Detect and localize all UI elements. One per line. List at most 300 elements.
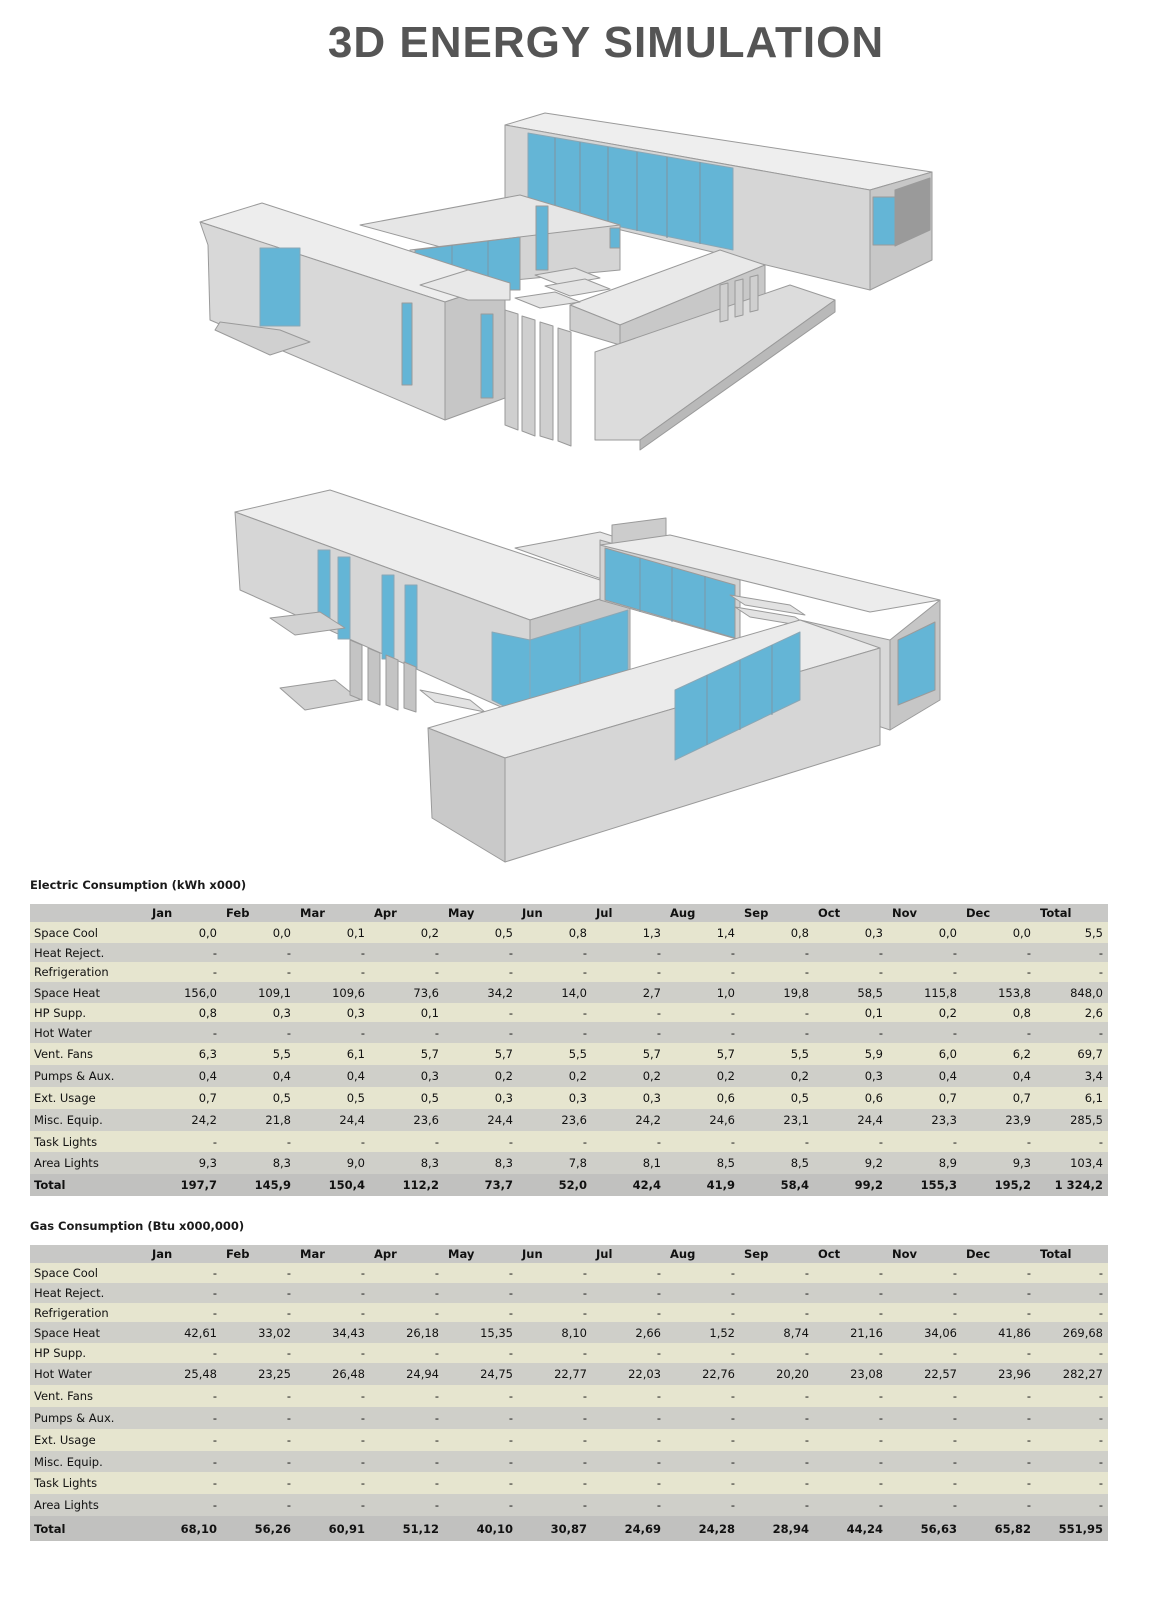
table-cell: 8,10 bbox=[561, 1325, 587, 1340]
table-row bbox=[30, 1022, 1108, 1043]
table-cell: 24,28 bbox=[698, 1521, 735, 1536]
table-cell: - bbox=[878, 945, 883, 960]
table-cell: - bbox=[582, 1005, 587, 1020]
table-cell: 551,95 bbox=[1058, 1521, 1103, 1536]
table-cell: - bbox=[952, 1286, 957, 1300]
table-cell: 0,2 bbox=[568, 1069, 587, 1083]
table-cell: - bbox=[878, 1498, 883, 1512]
table-cell: 150,4 bbox=[328, 1178, 365, 1192]
table-cell: 0,4 bbox=[346, 1069, 365, 1083]
table-cell: - bbox=[1098, 1389, 1103, 1403]
table-cell: - bbox=[730, 1005, 735, 1020]
table-cell: 8,3 bbox=[272, 1156, 291, 1170]
table-cell: - bbox=[952, 1346, 957, 1360]
table-row bbox=[30, 962, 1108, 982]
column-header: Aug bbox=[666, 1245, 740, 1263]
table-cell: 58,4 bbox=[780, 1178, 809, 1192]
table-cell: - bbox=[804, 945, 809, 960]
table-cell: - bbox=[730, 945, 735, 960]
table-cell: - bbox=[360, 965, 365, 979]
table-row bbox=[30, 1516, 1108, 1541]
column-header: Oct bbox=[814, 1245, 888, 1263]
table-cell: 2,66 bbox=[635, 1325, 661, 1340]
table-cell: 195,2 bbox=[994, 1178, 1031, 1192]
table-cell: - bbox=[878, 965, 883, 979]
table-row bbox=[30, 1343, 1108, 1363]
table-cell: - bbox=[212, 1476, 217, 1490]
column-header: May bbox=[444, 904, 518, 922]
table-cell: 6,3 bbox=[198, 1047, 217, 1061]
column-header: Total bbox=[1036, 904, 1108, 922]
table-cell: 156,0 bbox=[184, 985, 217, 1000]
table-cell: - bbox=[952, 945, 957, 960]
table-cell: 99,2 bbox=[854, 1178, 883, 1192]
table-cell: - bbox=[804, 1134, 809, 1149]
table-cell: - bbox=[1026, 1476, 1031, 1490]
gas-consumption-table bbox=[30, 1245, 1108, 1541]
table-cell: - bbox=[286, 1411, 291, 1425]
table-cell: 0,0 bbox=[1012, 925, 1031, 940]
table-cell: - bbox=[1098, 1411, 1103, 1425]
table-cell: 41,9 bbox=[706, 1178, 735, 1192]
table-cell: 0,3 bbox=[864, 925, 883, 940]
column-header: Mar bbox=[296, 904, 370, 922]
table-cell: - bbox=[952, 1305, 957, 1320]
row-label: Total bbox=[34, 1178, 66, 1192]
table-cell: - bbox=[804, 1433, 809, 1447]
table-cell: 9,0 bbox=[346, 1156, 365, 1170]
table-cell: 0,3 bbox=[346, 1005, 365, 1020]
table-cell: 28,94 bbox=[772, 1521, 809, 1536]
table-cell: - bbox=[286, 945, 291, 960]
table-cell: 0,3 bbox=[864, 1069, 883, 1083]
row-label: Hot Water bbox=[34, 1025, 92, 1040]
table-cell: - bbox=[286, 1498, 291, 1512]
table-cell: 52,0 bbox=[558, 1178, 587, 1192]
table-cell: - bbox=[286, 1454, 291, 1469]
table-cell: 26,48 bbox=[332, 1367, 365, 1381]
table-cell: - bbox=[582, 1305, 587, 1320]
table-cell: - bbox=[212, 1346, 217, 1360]
table-cell: 34,2 bbox=[487, 985, 513, 1000]
row-label: Space Cool bbox=[34, 925, 98, 940]
table-cell: 0,5 bbox=[790, 1091, 809, 1105]
table-cell: - bbox=[434, 1346, 439, 1360]
table-cell: - bbox=[434, 1454, 439, 1469]
table-cell: 6,0 bbox=[938, 1047, 957, 1061]
table-cell: - bbox=[286, 965, 291, 979]
table-cell: - bbox=[656, 1411, 661, 1425]
table-cell: 24,4 bbox=[339, 1113, 365, 1127]
table-cell: 0,0 bbox=[272, 925, 291, 940]
table-cell: 0,2 bbox=[790, 1069, 809, 1083]
row-label: Ext. Usage bbox=[34, 1433, 96, 1447]
table-cell: 0,1 bbox=[420, 1005, 439, 1020]
table-cell: 15,35 bbox=[480, 1325, 513, 1340]
table-cell: 73,7 bbox=[484, 1178, 513, 1192]
table-cell: - bbox=[360, 1134, 365, 1149]
column-header: Apr bbox=[370, 904, 444, 922]
table-cell: - bbox=[730, 965, 735, 979]
table-cell: - bbox=[212, 1411, 217, 1425]
table-cell: - bbox=[508, 1266, 513, 1280]
table-cell: - bbox=[730, 1266, 735, 1280]
table-cell: 0,6 bbox=[716, 1091, 735, 1105]
table-cell: - bbox=[1098, 1346, 1103, 1360]
table-cell: - bbox=[360, 1433, 365, 1447]
table-cell: - bbox=[360, 1025, 365, 1040]
table-cell: 26,18 bbox=[406, 1325, 439, 1340]
row-label: Task Lights bbox=[34, 1476, 98, 1490]
table-cell: - bbox=[212, 1454, 217, 1469]
table-cell: 6,2 bbox=[1012, 1047, 1031, 1061]
table-cell: 112,2 bbox=[402, 1178, 439, 1192]
table-cell: 109,1 bbox=[258, 985, 291, 1000]
table-cell: 0,1 bbox=[864, 1005, 883, 1020]
table-cell: 285,5 bbox=[1070, 1113, 1103, 1127]
table-cell: - bbox=[878, 1389, 883, 1403]
table-cell: 8,9 bbox=[938, 1156, 957, 1170]
column-header: Nov bbox=[888, 1245, 962, 1263]
table-cell: 5,5 bbox=[790, 1047, 809, 1061]
table-cell: - bbox=[656, 1305, 661, 1320]
table-cell: 9,2 bbox=[864, 1156, 883, 1170]
table-cell: 5,7 bbox=[494, 1047, 513, 1061]
table-cell: - bbox=[1026, 965, 1031, 979]
table-cell: 22,57 bbox=[924, 1367, 957, 1381]
table-cell: 33,02 bbox=[258, 1325, 291, 1340]
table-cell: 9,3 bbox=[1012, 1156, 1031, 1170]
table-cell: 22,76 bbox=[702, 1367, 735, 1381]
column-header: Dec bbox=[962, 904, 1036, 922]
table-cell: - bbox=[656, 1498, 661, 1512]
table-cell: - bbox=[212, 1134, 217, 1149]
table-cell: 0,4 bbox=[272, 1069, 291, 1083]
column-header: Feb bbox=[222, 1245, 296, 1263]
table-cell: - bbox=[434, 1134, 439, 1149]
table-cell: 69,7 bbox=[1077, 1047, 1103, 1061]
table-cell: - bbox=[434, 1266, 439, 1280]
table-cell: - bbox=[212, 1286, 217, 1300]
table-cell: - bbox=[508, 1134, 513, 1149]
column-header: Jul bbox=[592, 904, 666, 922]
table-cell: 0,2 bbox=[642, 1069, 661, 1083]
table-cell: - bbox=[878, 1286, 883, 1300]
table-cell: 0,7 bbox=[1012, 1091, 1031, 1105]
table-cell: 0,8 bbox=[198, 1005, 217, 1020]
table-row bbox=[30, 1451, 1108, 1472]
table-cell: 34,43 bbox=[332, 1325, 365, 1340]
table-cell: - bbox=[508, 1476, 513, 1490]
table-cell: - bbox=[1098, 945, 1103, 960]
table-cell: - bbox=[212, 1389, 217, 1403]
table-cell: 0,0 bbox=[198, 925, 217, 940]
table-cell: - bbox=[1098, 1305, 1103, 1320]
table-cell: 848,0 bbox=[1070, 985, 1103, 1000]
table-cell: 5,7 bbox=[642, 1047, 661, 1061]
table-cell: - bbox=[508, 1346, 513, 1360]
table-cell: 5,5 bbox=[272, 1047, 291, 1061]
table-cell: - bbox=[1026, 1454, 1031, 1469]
table-cell: 103,4 bbox=[1070, 1156, 1103, 1170]
table-cell: 3,4 bbox=[1084, 1069, 1103, 1083]
table-cell: - bbox=[212, 1266, 217, 1280]
table-cell: 0,7 bbox=[938, 1091, 957, 1105]
table-cell: 0,5 bbox=[346, 1091, 365, 1105]
table-cell: - bbox=[508, 1498, 513, 1512]
table-cell: 145,9 bbox=[254, 1178, 291, 1192]
row-label: Task Lights bbox=[34, 1134, 98, 1149]
table-cell: 1,52 bbox=[709, 1325, 735, 1340]
table-cell: - bbox=[286, 1286, 291, 1300]
table-cell: - bbox=[804, 1476, 809, 1490]
column-header: Jul bbox=[592, 1245, 666, 1263]
table-row bbox=[30, 982, 1108, 1003]
table-cell: - bbox=[582, 1389, 587, 1403]
table-cell: 5,5 bbox=[1084, 925, 1103, 940]
row-label: Refrigeration bbox=[34, 1305, 109, 1320]
table-cell: - bbox=[360, 945, 365, 960]
table-cell: 24,94 bbox=[406, 1367, 439, 1381]
table-row bbox=[30, 1407, 1108, 1429]
table-cell: - bbox=[212, 1305, 217, 1320]
table-cell: 0,3 bbox=[568, 1091, 587, 1105]
table-row bbox=[30, 1131, 1108, 1152]
table-cell: - bbox=[878, 1025, 883, 1040]
table-header-row bbox=[30, 1245, 1108, 1263]
column-header bbox=[30, 904, 148, 922]
table-cell: 0,4 bbox=[198, 1069, 217, 1083]
table-cell: - bbox=[804, 1025, 809, 1040]
table-cell: - bbox=[878, 1346, 883, 1360]
table-cell: - bbox=[952, 1389, 957, 1403]
column-header: Aug bbox=[666, 904, 740, 922]
table-cell: 282,27 bbox=[1062, 1367, 1103, 1381]
table-cell: 7,8 bbox=[568, 1156, 587, 1170]
table-cell: 0,8 bbox=[1012, 1005, 1031, 1020]
table-cell: - bbox=[730, 1454, 735, 1469]
table-cell: 0,4 bbox=[1012, 1069, 1031, 1083]
table-cell: - bbox=[360, 1476, 365, 1490]
table-cell: 65,82 bbox=[994, 1521, 1031, 1536]
table-cell: - bbox=[656, 1005, 661, 1020]
table-cell: - bbox=[952, 1025, 957, 1040]
table-cell: - bbox=[804, 1286, 809, 1300]
table-cell: 9,3 bbox=[198, 1156, 217, 1170]
table-cell: 42,61 bbox=[184, 1325, 217, 1340]
table-cell: 24,6 bbox=[709, 1113, 735, 1127]
table-cell: - bbox=[286, 1346, 291, 1360]
table-cell: 0,5 bbox=[494, 925, 513, 940]
table-cell: 2,6 bbox=[1084, 1005, 1103, 1020]
table-cell: - bbox=[508, 1411, 513, 1425]
table-row bbox=[30, 1429, 1108, 1451]
table-cell: - bbox=[1026, 1266, 1031, 1280]
page-title: 3D ENERGY SIMULATION bbox=[327, 18, 885, 67]
table-cell: - bbox=[360, 1411, 365, 1425]
table-cell: 24,75 bbox=[480, 1367, 513, 1381]
column-header: Apr bbox=[370, 1245, 444, 1263]
table-cell: - bbox=[286, 1266, 291, 1280]
table-cell: - bbox=[878, 1411, 883, 1425]
table-cell: 14,0 bbox=[561, 985, 587, 1000]
table-cell: 0,8 bbox=[790, 925, 809, 940]
table-cell: - bbox=[212, 1025, 217, 1040]
row-label: Space Cool bbox=[34, 1266, 98, 1280]
table-cell: 24,2 bbox=[191, 1113, 217, 1127]
table-cell: - bbox=[730, 1433, 735, 1447]
table-cell: - bbox=[730, 1476, 735, 1490]
table-cell: - bbox=[360, 1498, 365, 1512]
table-cell: 22,03 bbox=[628, 1367, 661, 1381]
table-cell: - bbox=[508, 1305, 513, 1320]
table-cell: 153,8 bbox=[998, 985, 1031, 1000]
table-cell: - bbox=[656, 1346, 661, 1360]
table-cell: - bbox=[1026, 1433, 1031, 1447]
column-header bbox=[30, 1245, 148, 1263]
table-cell: - bbox=[878, 1433, 883, 1447]
table-cell: 0,3 bbox=[272, 1005, 291, 1020]
table-cell: - bbox=[952, 1266, 957, 1280]
table-cell: 23,96 bbox=[998, 1367, 1031, 1381]
table-cell: - bbox=[434, 945, 439, 960]
table-cell: 8,5 bbox=[790, 1156, 809, 1170]
row-label: HP Supp. bbox=[34, 1346, 87, 1360]
table-cell: 0,3 bbox=[494, 1091, 513, 1105]
row-label: Vent. Fans bbox=[34, 1047, 94, 1061]
table-row bbox=[30, 1087, 1108, 1109]
table-cell: - bbox=[508, 1454, 513, 1469]
table-cell: 6,1 bbox=[1084, 1091, 1103, 1105]
table-cell: - bbox=[360, 1389, 365, 1403]
table-cell: 269,68 bbox=[1062, 1325, 1103, 1340]
row-label: Space Heat bbox=[34, 1325, 100, 1340]
table-cell: 8,3 bbox=[494, 1156, 513, 1170]
table-cell: 0,1 bbox=[346, 925, 365, 940]
row-label: Heat Reject. bbox=[34, 1286, 105, 1300]
table-cell: - bbox=[730, 1411, 735, 1425]
table-row bbox=[30, 1283, 1108, 1303]
table-cell: - bbox=[952, 1498, 957, 1512]
table-cell: 23,9 bbox=[1005, 1113, 1031, 1127]
table-cell: 23,6 bbox=[413, 1113, 439, 1127]
column-header: Jun bbox=[518, 904, 592, 922]
table-cell: - bbox=[508, 1025, 513, 1040]
row-label: Heat Reject. bbox=[34, 945, 105, 960]
table-cell: 23,1 bbox=[783, 1113, 809, 1127]
table-cell: - bbox=[1098, 1433, 1103, 1447]
table-row bbox=[30, 922, 1108, 943]
table-cell: - bbox=[508, 1389, 513, 1403]
table-cell: - bbox=[360, 1305, 365, 1320]
table-cell: - bbox=[212, 965, 217, 979]
table-cell: 5,9 bbox=[864, 1047, 883, 1061]
table-cell: 21,8 bbox=[265, 1113, 291, 1127]
table-row bbox=[30, 1174, 1108, 1196]
table-cell: 0,2 bbox=[420, 925, 439, 940]
column-header: Feb bbox=[222, 904, 296, 922]
table-cell: - bbox=[1098, 1476, 1103, 1490]
table-cell: - bbox=[582, 1286, 587, 1300]
row-label: Area Lights bbox=[34, 1156, 99, 1170]
table-cell: 24,69 bbox=[624, 1521, 661, 1536]
table-cell: 51,12 bbox=[402, 1521, 439, 1536]
table-cell: - bbox=[804, 1389, 809, 1403]
table-cell: 40,10 bbox=[476, 1521, 513, 1536]
table-cell: 30,87 bbox=[550, 1521, 587, 1536]
table-cell: - bbox=[212, 1433, 217, 1447]
table-cell: - bbox=[804, 1346, 809, 1360]
table-cell: - bbox=[656, 1454, 661, 1469]
table-cell: 21,16 bbox=[850, 1325, 883, 1340]
table-cell: - bbox=[286, 1134, 291, 1149]
table-cell: - bbox=[1026, 945, 1031, 960]
table-cell: 24,2 bbox=[635, 1113, 661, 1127]
table-cell: - bbox=[582, 1346, 587, 1360]
table-cell: - bbox=[656, 945, 661, 960]
column-header: Total bbox=[1036, 1245, 1108, 1263]
table-cell: 44,24 bbox=[846, 1521, 883, 1536]
table-cell: - bbox=[1098, 1134, 1103, 1149]
column-header: Mar bbox=[296, 1245, 370, 1263]
table-cell: - bbox=[1098, 1498, 1103, 1512]
row-label: Misc. Equip. bbox=[34, 1113, 103, 1127]
table-cell: - bbox=[878, 1266, 883, 1280]
table-cell: - bbox=[508, 945, 513, 960]
row-label: Hot Water bbox=[34, 1367, 92, 1381]
row-label: Misc. Equip. bbox=[34, 1454, 103, 1469]
table-cell: 109,6 bbox=[332, 985, 365, 1000]
table-cell: - bbox=[286, 1305, 291, 1320]
table-cell: - bbox=[582, 1134, 587, 1149]
table-cell: - bbox=[952, 1411, 957, 1425]
table-cell: - bbox=[804, 1498, 809, 1512]
table-cell: - bbox=[582, 1025, 587, 1040]
table-cell: - bbox=[1026, 1134, 1031, 1149]
column-header: May bbox=[444, 1245, 518, 1263]
table-cell: - bbox=[730, 1305, 735, 1320]
table-cell: 24,4 bbox=[487, 1113, 513, 1127]
table-cell: - bbox=[434, 1025, 439, 1040]
table-cell: - bbox=[434, 1305, 439, 1320]
table-cell: - bbox=[1098, 1286, 1103, 1300]
table-row bbox=[30, 1494, 1108, 1516]
table-cell: - bbox=[1026, 1411, 1031, 1425]
table-cell: - bbox=[804, 1005, 809, 1020]
table-cell: 1,4 bbox=[716, 925, 735, 940]
column-header: Sep bbox=[740, 1245, 814, 1263]
table-cell: - bbox=[1026, 1389, 1031, 1403]
table-cell: 6,1 bbox=[346, 1047, 365, 1061]
building-view-bottom bbox=[235, 490, 940, 862]
table-cell: 197,7 bbox=[180, 1178, 217, 1192]
table-cell: - bbox=[878, 1454, 883, 1469]
table-cell: - bbox=[804, 1454, 809, 1469]
table-cell: 68,10 bbox=[180, 1521, 217, 1536]
row-label: Vent. Fans bbox=[34, 1389, 94, 1403]
table-cell: - bbox=[730, 1286, 735, 1300]
row-label: Space Heat bbox=[34, 985, 100, 1000]
row-label: Pumps & Aux. bbox=[34, 1411, 115, 1425]
table-cell: 0,6 bbox=[864, 1091, 883, 1105]
table-cell: 1,0 bbox=[716, 985, 735, 1000]
electric-consumption-table bbox=[30, 904, 1108, 1196]
table-cell: - bbox=[286, 1476, 291, 1490]
row-label: Pumps & Aux. bbox=[34, 1069, 115, 1083]
table-cell: - bbox=[1026, 1346, 1031, 1360]
table-cell: 115,8 bbox=[924, 985, 957, 1000]
column-header: Sep bbox=[740, 904, 814, 922]
